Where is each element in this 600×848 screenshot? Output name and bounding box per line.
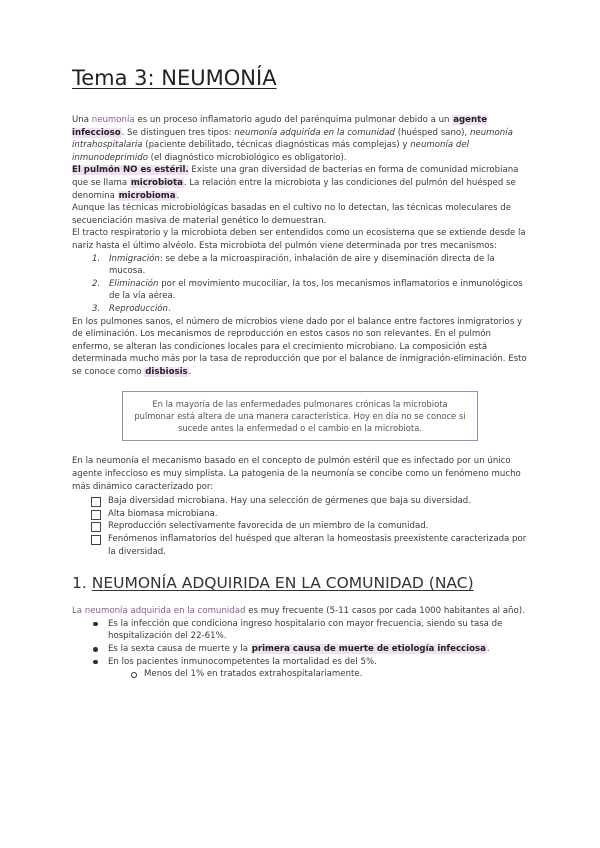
pathogenesis-paragraph: En la neumonía el mecanismo basado en el concepto de pulmón estéril que es infectado por un único agente infeccioso es muy simplista. La patogenia de la neumonía se concibe como un fenómeno mucho más dinámico caracterizado por: bbox=[72, 456, 521, 492]
mechanisms-list bbox=[72, 253, 528, 316]
highlight-agente-infeccioso: agente infeccioso bbox=[72, 115, 488, 138]
list-item: Menos del 1% en tratados extrahospitalariamente. bbox=[72, 668, 528, 681]
checklist bbox=[72, 495, 528, 558]
highlight-microbioma: microbioma bbox=[118, 190, 176, 201]
callout-box: En la mayoría de las enfermedades pulmonares crónicas la microbiota pulmonar está altera de una manera característica. Hoy en día no se conoce si sucede antes la enfermedad o el cambio en la microbiota. bbox=[122, 391, 478, 441]
intro-paragraph-2: El pulmón NO es estéril. Existe una gran diversidad de bacterias en forma de comunidad microbiana que se llama microbiota. La relación entre la microbiota y las condiciones del pulmón del huésped se denomina microbioma. bbox=[72, 165, 519, 201]
section-heading: 1. NEUMONÍA ADQUIRIDA EN LA COMUNIDAD (NAC) bbox=[72, 574, 474, 593]
list-item: Es la sexta causa de muerte y la primera causa de muerte de etiología infecciosa. bbox=[72, 643, 528, 656]
list-item: En los pacientes inmunocompetentes la mortalidad es del 5%. bbox=[72, 656, 528, 669]
page-title: Tema 3: NEUMONÍA bbox=[72, 66, 277, 90]
list-item: Es la infección que condiciona ingreso hospitalario con mayor frecuencia, siendo su tasa de hospitalización del 22-61%. bbox=[72, 618, 528, 643]
highlight-primera-causa: primera causa de muerte de etiología infecciosa bbox=[251, 644, 486, 654]
intro-paragraph-5: En los pulmones sanos, el número de microbios viene dado por el balance entre factores inmigratorios y de eliminación. Los mecanismos de reproducción en estos casos no son relevantes. En el pulmón enfermo, se alteran las condiciones locales para el crecimiento microbiano. La composición está determinada mucho más por la tasa de reproducción que por el balance de inmigración-eliminación. Esto se conoce como disbiosis. bbox=[72, 316, 527, 377]
sub-bullet-list bbox=[72, 668, 528, 681]
list-item: 2. Eliminación por el movimiento mucociliar, la tos, los mecanismos inflamatorios e inmunológicos de la vía aérea. bbox=[92, 278, 523, 302]
bullet-icon bbox=[93, 647, 98, 652]
intro-paragraph-1: Una neumonía es un proceso inflamatorio agudo del parénquima pulmonar debido a un agente infeccioso. Se distinguen tres tipos: neumonía adquirida en la comunidad (huésped sano), neumonía intrahospitalaria (paciente debilitado, técnicas diagnósticas más complejas) y neumonía del inmunodeprimido (el diagnóstico microbiológico es obligatorio). bbox=[72, 115, 513, 163]
checklist-item: Baja diversidad microbiana. Hay una selección de gérmenes que baja su diversidad. bbox=[72, 495, 528, 508]
intro-paragraph-3: Aunque las técnicas microbiológicas basadas en el cultivo no lo detectan, las técnicas moleculares de secuenciación masiva de material genético lo demuestran. bbox=[72, 203, 511, 226]
highlight-disbiosis: disbiosis bbox=[145, 366, 188, 377]
circle-bullet-icon bbox=[131, 672, 137, 678]
checklist-item: Reproducción selectivamente favorecida de un miembro de la comunidad. bbox=[72, 520, 528, 533]
checklist-item: Fenómenos inflamatorios del huésped que alteran la homeostasis preexistente caracterizada por la diversidad. bbox=[72, 533, 528, 558]
keyword-nac: La neumonía adquirida en la comunidad bbox=[72, 606, 246, 617]
checkbox-icon[interactable] bbox=[91, 522, 101, 532]
keyword-pulmon-no-esteril: El pulmón NO es estéril. bbox=[72, 165, 189, 176]
list-item: 3. Reproducción. bbox=[92, 303, 171, 314]
checkbox-icon[interactable] bbox=[91, 535, 101, 545]
section-intro: La neumonía adquirida en la comunidad es muy frecuente (5-11 casos por cada 1000 habitantes al año). bbox=[72, 606, 525, 617]
checklist-item: Alta biomasa microbiana. bbox=[72, 508, 528, 521]
checkbox-icon[interactable] bbox=[91, 510, 101, 520]
list-item: 1. Inmigración: se debe a la microaspiración, inhalación de aire y diseminación directa de la mucosa. bbox=[92, 253, 495, 277]
bullet-list bbox=[72, 618, 528, 668]
bullet-icon bbox=[93, 660, 98, 665]
highlight-microbiota: microbiota bbox=[130, 177, 183, 188]
bullet-icon bbox=[93, 622, 98, 627]
keyword-neumonia: neumonía bbox=[91, 115, 135, 125]
intro-paragraph-4: El tracto respiratorio y la microbiota deben ser entendidos como un ecosistema que se extiende desde la nariz hasta el último alvéolo. Esta microbiota del pulmón viene determinada por tres mecanismos: bbox=[72, 228, 526, 251]
document-page bbox=[72, 64, 528, 681]
checkbox-icon[interactable] bbox=[91, 497, 101, 507]
